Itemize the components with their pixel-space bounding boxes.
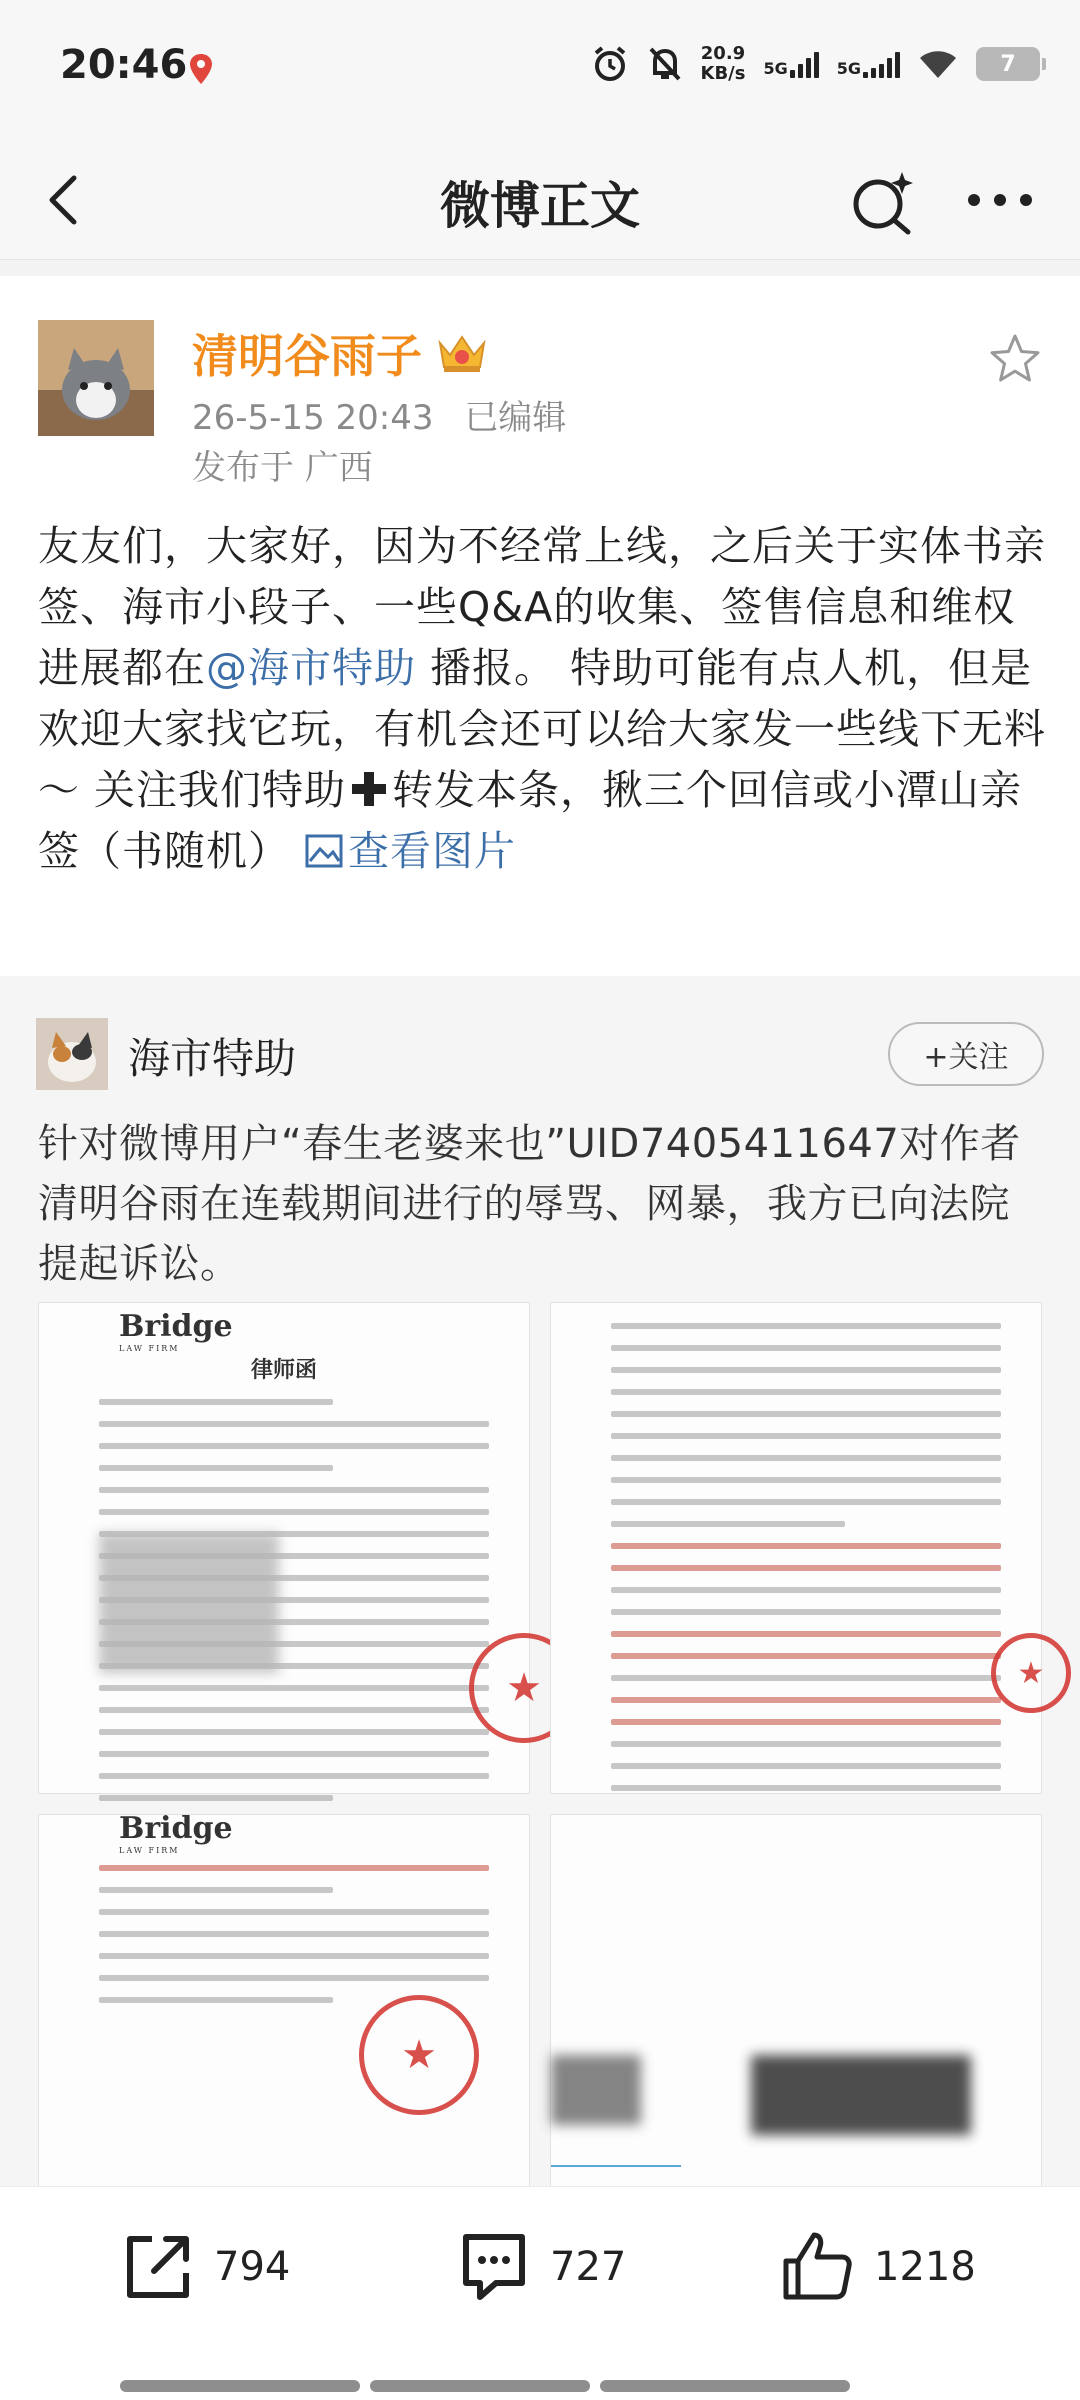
comment-bubble-icon <box>456 2229 532 2305</box>
status-icons <box>591 44 1041 84</box>
comment-button[interactable] <box>456 2229 626 2305</box>
repost-body: 针对微博用户“春生老婆来也”UID7405411647对作者清明谷雨在连载期间进行的辱骂、网暴，我方已向法院提起诉讼。 <box>38 1121 1021 1287</box>
thumbs-up-icon <box>780 2229 856 2305</box>
post-body: 友友们，大家好，因为不经常上线，之后关于实体书亲签、海市小段子、一些Q&A的收集、签售信息和维权进展都在@海市特助 播报。 特助可能有点人机，但是欢迎大家找它玩，有机会还可以给大家发一些线下无料～ 关注我们特助 转发本条，揪三个回信或小潭山亲签（书随机） 查看图片 <box>38 522 1046 875</box>
net-speed: 20.9 KB/s <box>700 43 746 84</box>
repost-count: 794 <box>214 2244 291 2290</box>
cat-avatar-icon <box>36 1018 108 1090</box>
red-seal-stamp: ★ <box>359 1995 479 2115</box>
action-bar <box>0 2186 1080 2400</box>
share-arrow-icon <box>120 2229 196 2305</box>
mute-bell-icon <box>647 45 683 83</box>
author-name[interactable]: 清明谷雨子 <box>192 320 488 386</box>
signal-bars-icon <box>863 50 900 78</box>
comment-count: 727 <box>550 2244 627 2290</box>
signal-sim2: 5G <box>837 50 900 78</box>
redacted-area <box>751 2055 971 2135</box>
home-gesture-bar <box>120 2380 960 2392</box>
cat-avatar-icon <box>38 320 154 436</box>
law-firm-logo: Bridge LAW FIRM <box>119 1811 233 1855</box>
law-firm-logo: Bridge LAW FIRM <box>119 1309 233 1353</box>
post-location: 发布于 广西 <box>192 448 373 488</box>
follow-button[interactable]: +关注 <box>888 1022 1044 1086</box>
progress-line <box>551 2165 681 2175</box>
like-count: 1218 <box>874 2244 976 2290</box>
heavy-plus-emoji-icon <box>348 768 390 810</box>
post-meta <box>192 390 566 439</box>
avatar[interactable] <box>38 320 154 436</box>
edited-label: 已编辑 <box>464 398 567 438</box>
repost-author-name[interactable]: 海市特助 <box>128 1034 297 1083</box>
red-seal-stamp: ★ <box>469 1633 579 1743</box>
more-dots-icon[interactable] <box>960 170 1040 230</box>
star-favorite-icon[interactable] <box>988 332 1042 386</box>
wifi-icon <box>918 48 958 80</box>
like-button[interactable] <box>780 2229 976 2305</box>
alarm-icon <box>591 45 629 83</box>
signal-bars-icon <box>790 50 819 78</box>
red-seal-stamp: ★ <box>991 1633 1071 1713</box>
signal-sim1: 5G <box>763 50 818 78</box>
sparkle-search-icon[interactable] <box>846 166 918 238</box>
mention-link[interactable]: @海市特助 <box>206 644 416 692</box>
document-text-lines <box>611 1323 1001 1807</box>
weibo-post <box>0 276 1080 976</box>
vip-crown-icon <box>436 331 488 375</box>
location-pin-icon <box>186 52 216 86</box>
status-time: 20:46 <box>60 42 188 88</box>
battery-indicator: 7 <box>976 47 1040 81</box>
document-title: 律师函 <box>250 1357 317 1383</box>
repost-avatar[interactable] <box>36 1018 108 1090</box>
page-title: 微博正文 <box>440 177 640 235</box>
redacted-area <box>99 1533 279 1673</box>
status-bar <box>0 0 1080 140</box>
post-timestamp: 26-5-15 20:43 <box>192 398 434 438</box>
redacted-area <box>551 2055 641 2125</box>
image-thumbnail[interactable] <box>38 1302 542 1794</box>
reposted-content[interactable] <box>0 976 1080 2186</box>
image-icon <box>304 833 344 869</box>
image-grid <box>38 1302 1045 2306</box>
repost-button[interactable] <box>120 2229 290 2305</box>
image-thumbnail[interactable] <box>550 1302 1045 1794</box>
top-nav-bar <box>0 140 1080 260</box>
view-image-link[interactable]: 查看图片 <box>290 827 516 875</box>
